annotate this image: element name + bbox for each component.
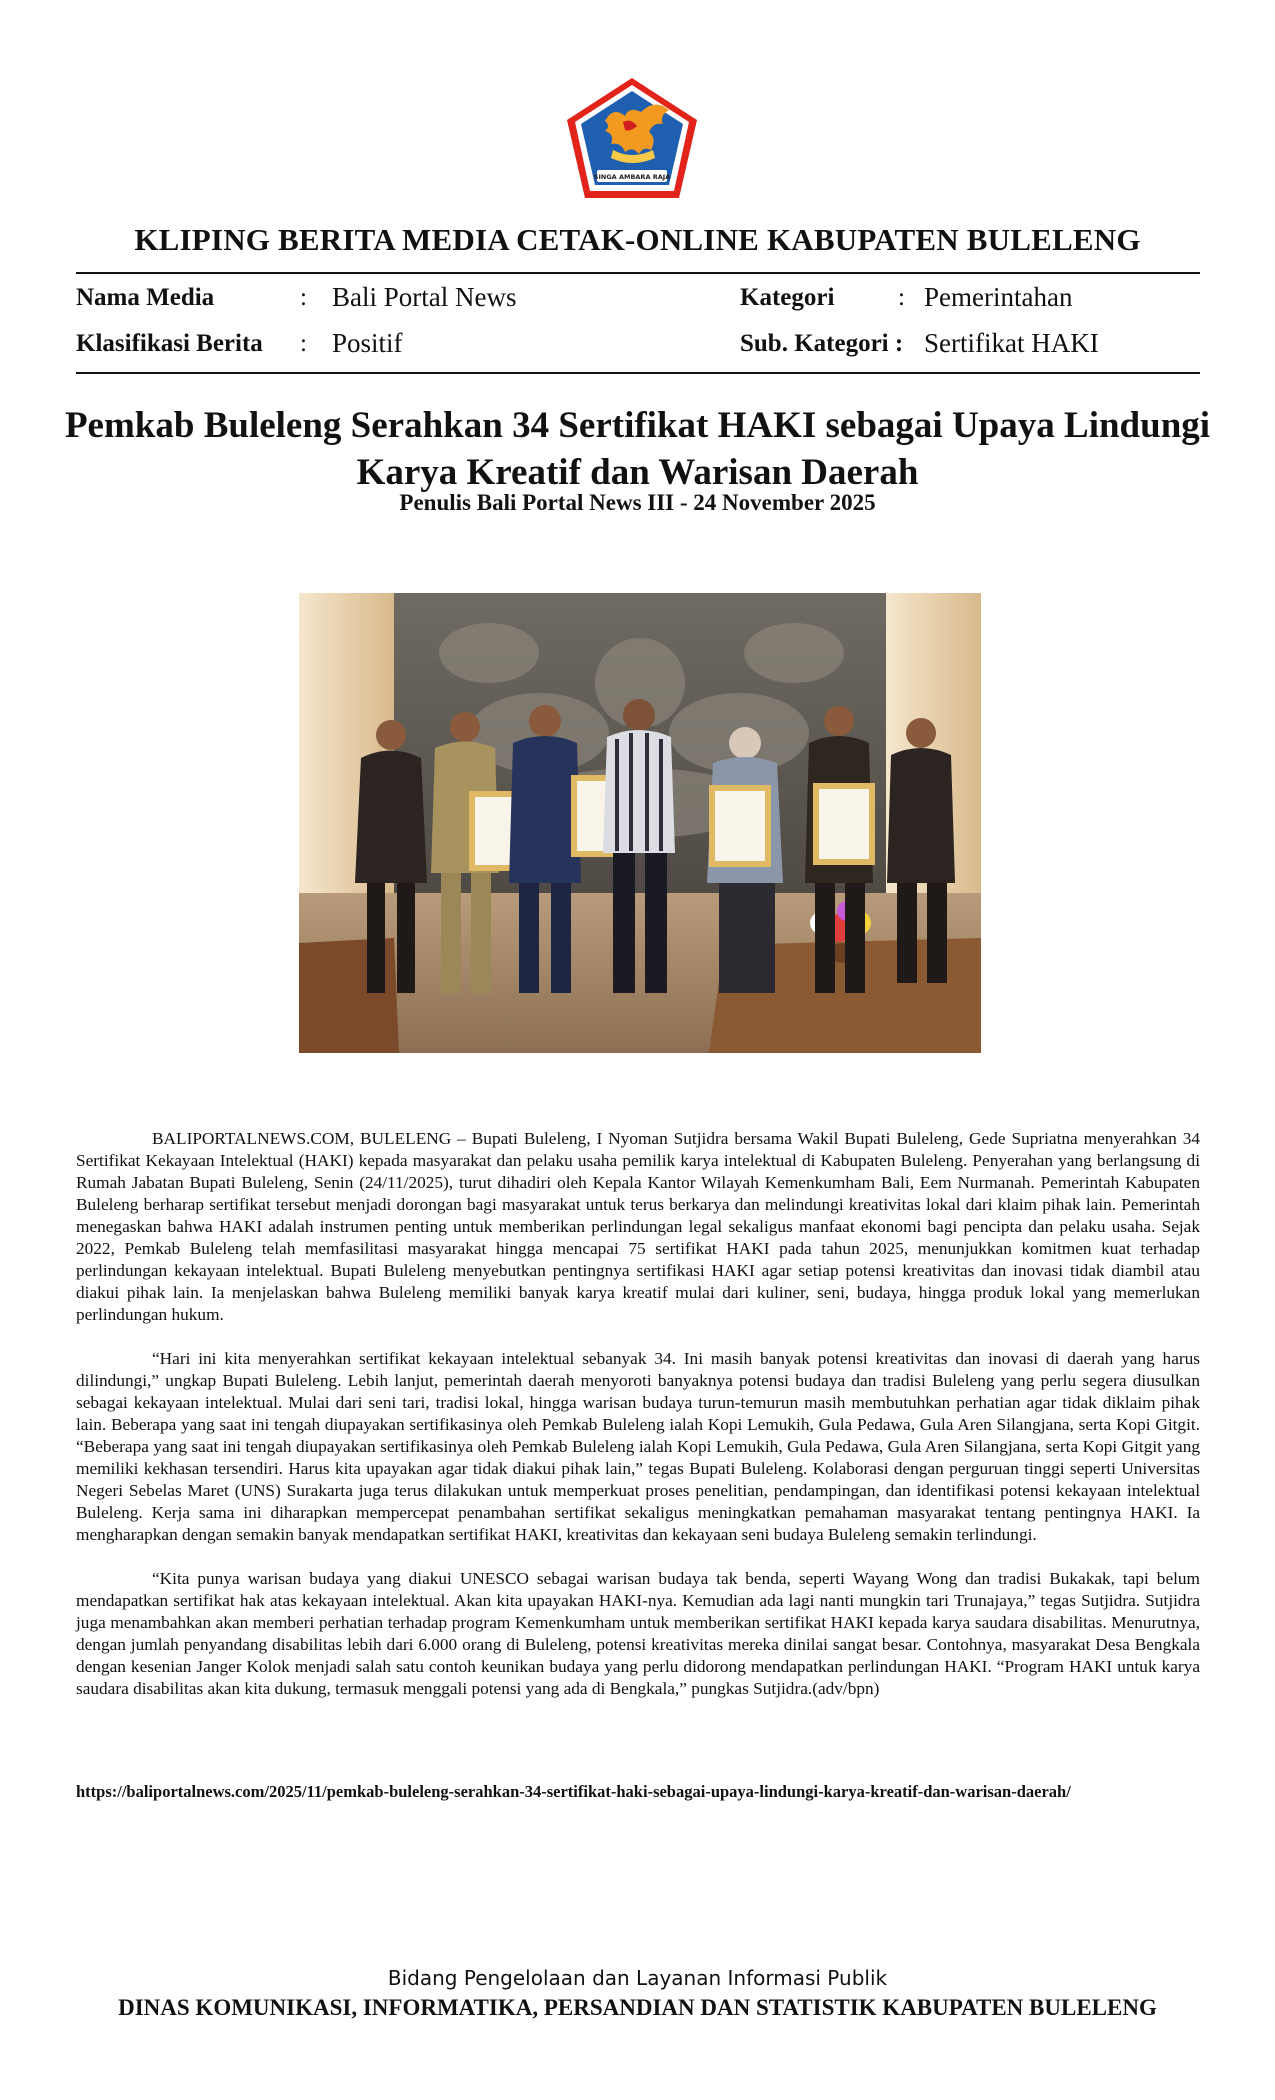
article-photo [299,593,981,1053]
source-link[interactable]: https://baliportalnews.com/2025/11/pemkab-buleleng-serahkan-34-sertifikat-haki-sebagai-upaya-lindungi-karya-kreatif-dan-warisan-daerah/ [76,1782,1071,1801]
article-byline: Penulis Bali Portal News III - 24 November 2025 [399,490,876,515]
header-divider-bottom [76,372,1200,374]
header-divider-top [76,272,1200,274]
certificate-handover-photo [299,593,981,1053]
category-value: Pemerintahan [924,282,1073,312]
classification-colon: : [300,330,307,357]
footer-agency: DINAS KOMUNIKASI, INFORMATIKA, PERSANDIAN DAN STATISTIK KABUPATEN BULELENG [118,1995,1157,2020]
subcategory-value: Sertifikat HAKI [924,328,1099,358]
clipping-title: KLIPING BERITA MEDIA CETAK-ONLINE KABUPATEN BULELENG [134,222,1141,257]
article-body [76,1128,1200,1722]
subcategory-label: Sub. Kategori : [740,330,904,357]
logo-motto: SINGA AMBARA RAJA [593,173,671,181]
footer-department: Bidang Pengelolaan dan Layanan Informasi Publik [387,1966,888,1990]
article-paragraph-2: “Hari ini kita menyerahkan sertifikat kekayaan intelektual sebanyak 34. Ini masih banyak potensi kreativitas dan inovasi di daerah yang harus dilindungi,” ungkap Bupati Buleleng. Lebih lanjut, pemerintah daerah menyoroti banyaknya potensi budaya dan tradisi Buleleng yang perlu segera diusulkan sebagai kekayaan intelektual. Mulai dari seni tari, tradisi lokal, hingga warisan budaya turun-temurun masih membutuhkan perhatian agar tidak diklaim pihak lain. Beberapa yang saat ini tengah diupayakan sertifikasinya oleh Pemkab Buleleng ialah Kopi Lemukih, Gula Pedawa, Gula Aren Silangjana, serta Kopi Gitgit. “Beberapa yang saat ini tengah diupayakan sertifikasinya oleh Pemkab Buleleng ialah Kopi Lemukih, Gula Pedawa, Gula Aren Silangjana, serta Kopi Gitgit yang memiliki kekhasan tersendiri. Harus kita upayakan agar tidak diakui pihak lain,” tegas Bupati Buleleng. Kolaborasi dengan perguruan tinggi seperti Universitas Negeri Sebelas Maret (UNS) Surakarta juga terus dilakukan untuk memperkuat proses penelitian, pendampingan, dan identifikasi potensi kekayaan intelektual Buleleng. Kerja sama ini diharapkan mempercepat penambahan sertifikat sekaligus meningkatkan pemahaman masyarakat tentang pentingnya HAKI. Ia mengharapkan dengan semakin banyak mendapatkan sertifikat HAKI, kreativitas dan kekayaan seni budaya Buleleng semakin terlindungi. [76,1349,1200,1544]
article-paragraph-3: “Kita punya warisan budaya yang diakui UNESCO sebagai warisan budaya tak benda, seperti Wayang Wong dan tradisi Bukakak, tapi belum mendapatkan sertifikat hak atas kekayaan intelektual. Akan kita upayakan HAKI-nya. Kemudian ada lagi nanti mungkin tari Trunajaya,” tegas Sutjidra. Sutjidra juga menambahkan akan memberi perhatian terhadap program Kemenkumham untuk memberikan sertifikat HAKI kepada karya saudara disabilitas. Menurutnya, dengan jumlah penyandang disabilitas lebih dari 6.000 orang di Buleleng, potensi kreativitas mereka dinilai sangat besar. Contohnya, masyarakat Desa Bengkala dengan kesenian Janger Kolok menjadi salah satu contoh keunikan budaya yang perlu didorong mendapatkan perlindungan HAKI. “Program HAKI untuk karya saudara disabilitas akan kita dukung, termasuk menggali potensi yang ada di Bengkala,” pungkas Sutjidra.(adv/bpn) [76,1569,1200,1698]
regency-logo [565,76,699,200]
media-name-colon: : [300,284,307,311]
category-colon: : [898,284,905,311]
classification-value: Positif [332,328,403,358]
category-label: Kategori [740,284,835,311]
media-name-label: Nama Media [76,284,215,311]
media-name-value: Bali Portal News [332,282,517,312]
buleleng-emblem-icon [565,76,699,200]
article-paragraph-1: BALIPORTALNEWS.COM, BULELENG – Bupati Buleleng, I Nyoman Sutjidra bersama Wakil Bupati Buleleng, Gede Supriatna menyerahkan 34 Sertifikat Kekayaan Intelektual (HAKI) kepada masyarakat dan pelaku usaha pemilik karya intelektual di Kabupaten Buleleng. Penyerahan yang berlangsung di Rumah Jabatan Bupati Buleleng, Senin (24/11/2025), turut dihadiri oleh Kepala Kantor Wilayah Kemenkumham Bali, Eem Nurmanah. Pemerintah Kabupaten Buleleng berharap sertifikat tersebut menjadi dorongan bagi masyarakat untuk terus berkarya dan melindungi kreativitas lokal dari klaim pihak lain. Pemerintah menegaskan bahwa HAKI adalah instrumen penting untuk memberikan perlindungan legal sekaligus manfaat ekonomi bagi pencipta dan pelaku usaha. Sejak 2022, Pemkab Buleleng telah memfasilitasi masyarakat hingga mencapai 75 sertifikat HAKI pada tahun 2025, menunjukkan komitmen kuat terhadap perlindungan kekayaan intelektual. Bupati Buleleng menyebutkan pentingnya sertifikasi HAKI agar setiap potensi kreativitas dan inovasi tidak diambil atau diakui pihak lain. Ia menjelaskan bahwa Buleleng memiliki banyak karya kreatif mulai dari kuliner, seni, budaya, hingga produk lokal yang memerlukan perlindungan hukum. [76,1129,1200,1324]
classification-label: Klasifikasi Berita [76,330,263,357]
article-headline: Pemkab Buleleng Serahkan 34 Sertifikat HAKI sebagai Upaya Lindungi Karya Kreatif dan Warisan Daerah [64,405,1211,493]
